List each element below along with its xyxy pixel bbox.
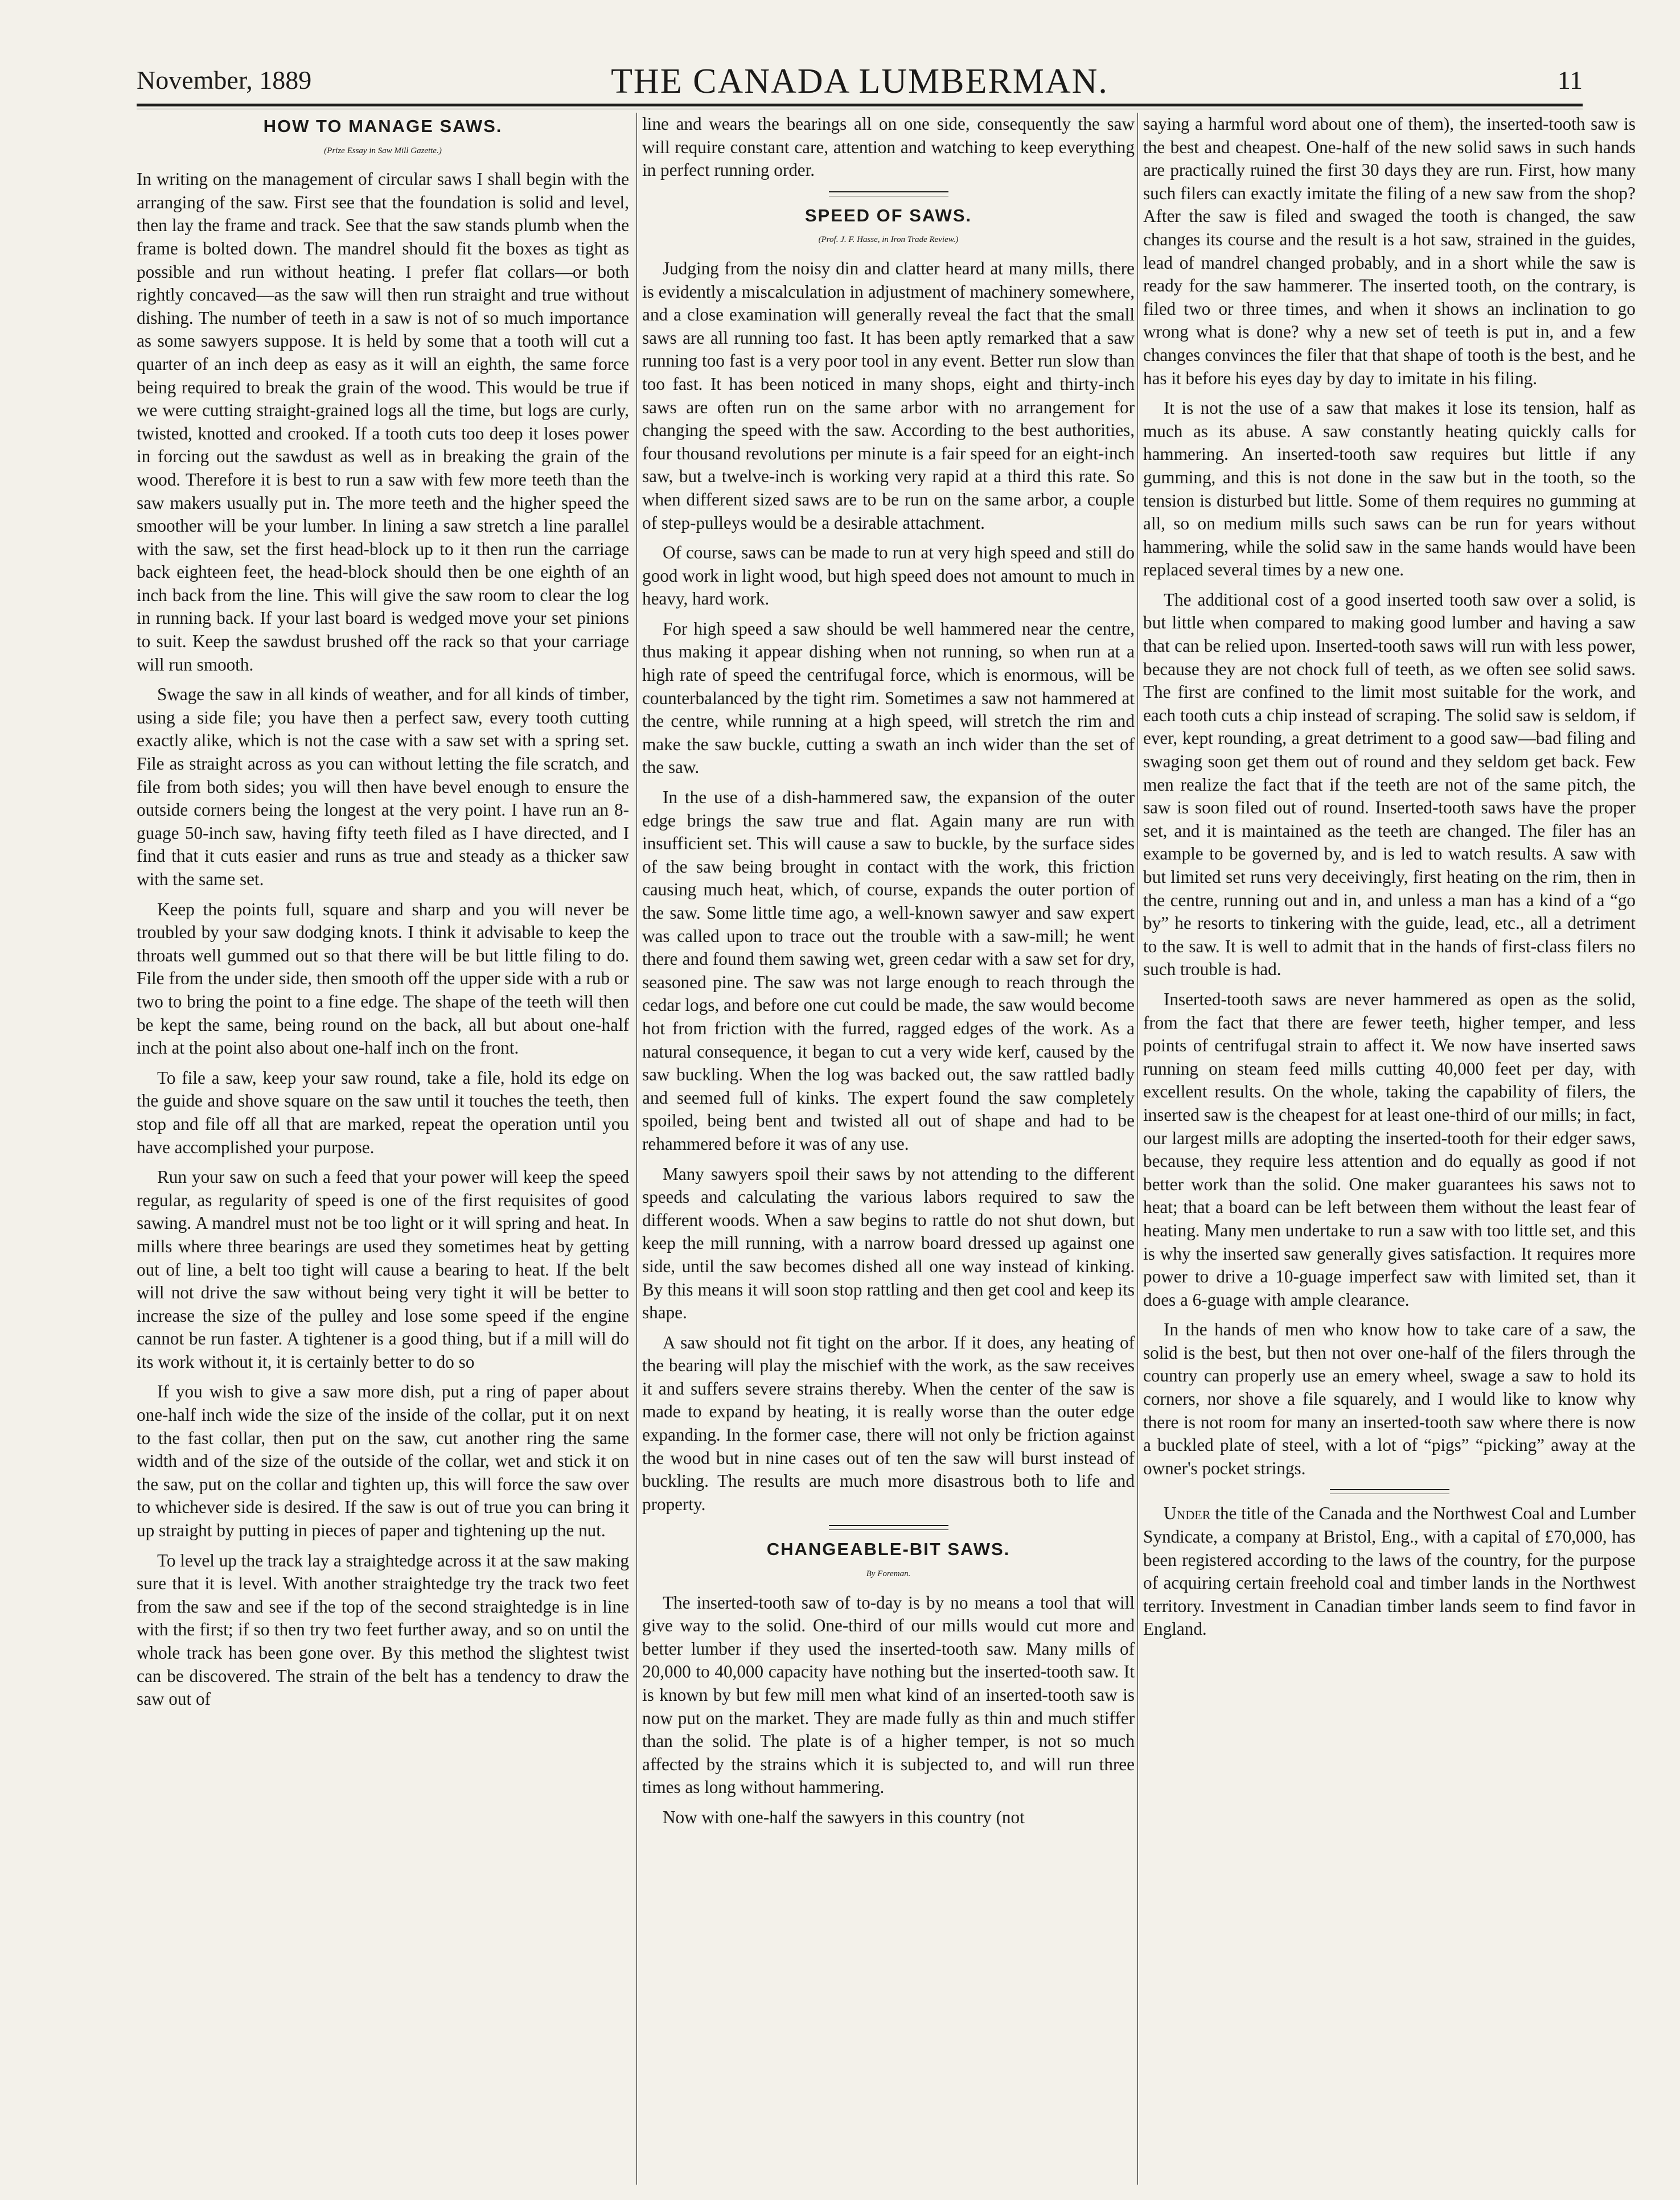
paragraph: In writing on the management of circular saws I shall begin with the arranging of the saw. First see that the foundation is solid and level, then lay the frame and track. See that the saw stands plumb when the frame is bolted down. The mandrel should fit the boxes as tight as possible and run without heating. I prefer flat collars—or both rightly concaved—as the saw will then run straight and true without dishing. The number of teeth in a saw is not of so much importance as some sawyers suppose. It is held by some that a tooth will cut a quarter of an inch deep as easy as it will an eighth, the same force being required to break the grain of the wood. This would be true if we were cutting straight-grained logs all the time, but logs are curly, twisted, knotted and crooked. If a tooth cuts too deep it loses power in forcing out the sawdust as well as in breaking the grain of the wood. Therefore it is best to run a saw with few more teeth than the saw makers usually put in. The more teeth and the higher speed the smoother will be your lumber. In lining a saw stretch a line parallel with the saw, set the first head-block up to it then run the carriage back eighteen feet, the head-block should then be one eighth of an inch back from the line. This will give the saw room to clear the log in running back. If your last board is wedged move your set pinions to suit. Keep the sawdust brushed off the rack so that your carriage will run smooth. (137, 169, 629, 675)
paragraph: Swage the saw in all kinds of weather, and for all kinds of timber, using a side file; you have then a perfect saw, every tooth cutting exactly alike, which is not the case with a saw set with a spring set. File as straight across as you can without letting the file scratch, and file from both sides; you will then have bevel enough to ensure the outside corners being the longest at the very point. I have run an 8-guage 50-inch saw, having fifty teeth filed as I have directed, and I find that it cuts easier and runs as true and steady as a thicker saw with the same set. (137, 684, 629, 889)
paragraph: Of course, saws can be made to run at very high speed and still do good work in light wood, but high speed does not amount to much in heavy, hard work. (642, 542, 1135, 609)
paragraph: Now with one-half the sawyers in this country (not (663, 1807, 1025, 1827)
section-rule (1330, 1489, 1449, 1494)
paragraph: saying a harmful word about one of them), the inserted-tooth saw is the best and cheapest. One-half of the new solid saws in such hands are practically ruined the first 30 days they are run. First, how many such filers can exactly imitate the filing of a new saw from the shop? After the saw is filed and swaged the tooth is changed, the saw changes its course and the result is a hot saw, strained in the guides, lead of mandrel changed probably, and in a short while the saw is ready for the saw hammerer. The inserted tooth, on the contrary, is filed two or three times, and when it shows an inclination to go wrong what is done? why a new set of teeth is put in, and a few changes convinces the filer that that shape of tooth is the best, and he has it before his eyes day by day to imitate in his filing. (1143, 114, 1636, 388)
masthead (137, 61, 1583, 101)
paragraph: Run your saw on such a feed that your power will keep the speed regular, as regularity of speed is one of the first requisites of good sawing. A mandrel must not be too light or it will spring and heat. In mills where three bearings are used they sometimes heat by getting out of line, a belt too tight will cause a bearing to heat. If the belt will not drive the saw without being very tight it will be better to increase the size of the pulley and lose some speed if the engine cannot be run faster. A tightener is a good thing, but if a mill will do its work without it, it is certainly better to do so (137, 1167, 629, 1372)
section-rule (829, 191, 948, 196)
paragraph: Many sawyers spoil their saws by not attending to the different speeds and calculating the various labors required to saw the different woods. When a saw begins to rattle do not shut down, but keep the mill running, with a narrow board dressed up against one side, until the saw becomes dished all one way instead of kinking. By this means it will soon stop rattling and then get cool and keep its shape. (642, 1163, 1135, 1323)
article-byline: By Foreman. (866, 1569, 911, 1579)
article-title: SPEED OF SAWS. (804, 205, 972, 225)
paragraph: Inserted-tooth saws are never hammered as open as the solid, from the fact that there are fewer teeth, higher temper, and less points of centrifugal strain to affect it. We now have inserted saws running on steam feed mills cutting 40,000 feet per day, with excellent results. On the whole, taking the capability of filers, the inserted saw is the cheapest for at least one-third of our mills; in fact, our largest mills are adopting the inserted-tooth for their edger saws, because, they require less attention and do equally as good if not better work than the solid. One maker guarantees his saws not to heat; that a board can be left between them without the least fear of heating. Many men undertake to run a saw with too little set, and this is why the inserted saw generally gives satisfaction. It requires more power to drive a 10-guage imperfect saw with limited set, than it does a 6-guage with ample clearance. (1143, 989, 1636, 1310)
column-3 (1143, 113, 1636, 2185)
page-number: 11 (1557, 65, 1583, 94)
paragraph: Keep the points full, square and sharp and you will never be troubled by your saw dodging knots. I think it advisable to keep the throats well gummed out so that there will be but little filing to do. File from the under side, then smooth off the upper side with a rub or two to bring the point to a fine edge. The shape of the teeth will then be kept the same, being round on the back, all but about one-half inch at the point also about one-half inch on the front. (137, 899, 629, 1058)
paragraph: It is not the use of a saw that makes it lose its tension, half as much as its abuse. A saw constantly heating quickly calls for hammering. An inserted-tooth saw requires but little if any gumming, and this is not done in the saw but in the tooth, so the tension is disturbed but little. Some of them requires no gumming at all, so on medium mills such saws can be run for years without hammering, while the solid saw in the same hands would have been replaced several times by a new one. (1143, 398, 1636, 580)
column-divider (1137, 113, 1138, 2185)
masthead-rule (137, 104, 1583, 106)
notice-text: the title of the Canada and the Northwest Coal and Lumber Syndicate, a company at Bristol, Eng., with a capital of £70,000, has been registered according to the laws of the country, for the purpose of acquiring certain freehold coal and timber lands in the Northwest territory. Investment in Canadian timber lands seem to find favor in England. (1143, 1503, 1636, 1639)
paragraph: A saw should not fit tight on the arbor. If it does, any heating of the bearing will play the mischief with the work, as the saw receives it and suffers severe strains thereby. When the center of the saw is made to expand by heating, it is really worse than the outer edge expanding. In the former case, there will not only be friction against the wood but in nine cases out of ten the saw will burst instead of buckling. The results are much more disastrous both to life and property. (642, 1332, 1135, 1514)
section-rule (829, 1525, 948, 1530)
column-2 (642, 113, 1135, 2185)
paragraph: In the use of a dish-hammered saw, the expansion of the outer edge brings the saw true and flat. Again many are run with insufficient set. This will cause a saw to buckle, by the surface sides of the saw being brought in contact with the work, this friction causing much heat, which, of course, expands the outer portion of the saw. Some little time ago, a well-known sawyer and saw expert was called upon to trace out the trouble with a saw-mill; he went there and found them sawing wet, green cedar with a saw set for dry, seasoned pine. The saw was not large enough to reach through the cedar logs, and before one cut could be made, the saw would become hot from friction with the furred, ragged edges of the work. As a natural consequence, it began to cut a very wide kerf, caused by the saw buckling. When the log was backed out, the saw rattled badly and seemed full of kinks. The expert found the saw completely spoiled, being bent and twisted all out of shape and had to be rehammered before it was of any use. (642, 787, 1135, 1154)
paragraph: If you wish to give a saw more dish, put a ring of paper about one-half inch wide the size of the inside of the collar, put it on next to the fast collar, then put on the saw, cut another ring the same width and of the size of the outside of the collar, wet and stick it on the saw, put on the collar and tighten up, this will force the saw over to whichever side is desired. If the saw is out of true you can bring it up straight by putting in pieces of paper and tightening up the nut. (137, 1381, 629, 1541)
article-title: HOW TO MANAGE SAWS. (263, 116, 503, 136)
column-divider (636, 113, 637, 2185)
column-1 (137, 113, 629, 2185)
paragraph: The inserted-tooth saw of to-day is by no means a tool that will give way to the solid. One-third of our mills would cut more and better lumber if they used the inserted-tooth saw. Many mills of 20,000 to 40,000 capacity have nothing but the inserted-tooth saw. It is known by but few mill men what kind of an inserted-tooth saw is now put on the market. They are made fully as thin and much stiffer than the solid. The plate is of a higher temper, is not so much affected by the strains which it is subjected to, and will run three times as long without hammering. (642, 1592, 1135, 1798)
notice-paragraph (1143, 1502, 1636, 1641)
paragraph: Judging from the noisy din and clatter heard at many mills, there is evidently a miscalculation in adjustment of machinery somewhere, and a close examination will generally reveal the fact that the small saws are all running too fast. It has been aptly remarked that a saw running too fast is a very poor tool in any event. Better run slow than too fast. It has been noticed in many shops, eight and thirty-inch saws are often run on the same arbor with no arrangement for changing the speed with the saw. According to the best authorities, four thousand revolutions per minute is a fair speed for an eight-inch saw, but a twelve-inch is working very rapid at a third this rate. So when different sized saws are to be run on the same arbor, a couple of step-pulleys would be a desirable attachment. (642, 258, 1135, 533)
issue-date: November, 1889 (137, 65, 312, 94)
paragraph: For high speed a saw should be well hammered near the centre, thus making it appear dishing when not running, so when run at a high rate of speed the centrifugal force, which is enormous, will be counterbalanced by the tight rim. Sometimes a saw not hammered at the centre, while running at a high speed, will stretch the rim and make the saw buckle, cutting a swath an inch wider than the set of the saw. (642, 618, 1135, 778)
article-title: CHANGEABLE-BIT SAWS. (766, 1539, 1011, 1560)
paragraph: line and wears the bearings all on one side, consequently the saw will require constant care, attention and watching to keep everything in perfect running order. (642, 114, 1135, 180)
notice-lead: Under (1164, 1503, 1211, 1524)
newspaper-title: THE CANADA LUMBERMAN. (611, 62, 1108, 101)
paragraph: To level up the track lay a straightedge across it at the saw making sure that it is level. With another straightedge try the track two feet from the saw and see if the top of the second straightedge is in line with the first; if so then try two feet further away, and so on until the whole track has been gone over. By this method the slightest twist can be discovered. The strain of the belt has a tendency to draw the saw out of (137, 1550, 629, 1709)
article-byline: (Prize Essay in Saw Mill Gazette.) (324, 146, 442, 155)
paragraph: The additional cost of a good inserted tooth saw over a solid, is but little when compared to making good lumber and having a saw that can be relied upon. Inserted-tooth saws will run with less power, because they are not chock full of teeth, as we often see solid saws. The first are confined to the limit most suitable for the work, and each tooth cuts a chip instead of scraping. The solid saw is seldom, if ever, kept rounding, a great detriment to a good saw—bad filing and swaging soon get them out of round and they seldom get back. Few men realize the fact that if the teeth are not of the same pitch, the saw is soon filed out of round. Inserted-tooth saws have the proper set, and it is maintained as the teeth are changed. The filer has an example to be governed by, and is led to watch results. A saw with but limited set runs very deceivingly, first heating on the rim, then in the centre, running out and in, and unless a man has a kind of a “go by” he resorts to tinkering with the guide, lead, etc., all a detriment to the saw. It is well to admit that in the hands of first-class filers no such trouble is had. (1143, 589, 1636, 980)
article-byline: (Prof. J. F. Hasse, in Iron Trade Review.) (818, 235, 959, 245)
paragraph: To file a saw, keep your saw round, take a file, hold its edge on the guide and shove square on the saw until it touches the teeth, then stop and file off all that are marked, repeat the operation until you have accomplished your purpose. (137, 1067, 629, 1157)
paragraph: In the hands of men who know how to take care of a saw, the solid is the best, but then not over one-half of the filers through the country can properly use an emery wheel, swage a saw to hold its corners, nor shove a file squarely, and I would like to know why there is not room for many an inserted-tooth saw where there is now a buckled plate of steel, with a lot of “pigs” “picking” away at the owner's pocket strings. (1143, 1319, 1636, 1478)
